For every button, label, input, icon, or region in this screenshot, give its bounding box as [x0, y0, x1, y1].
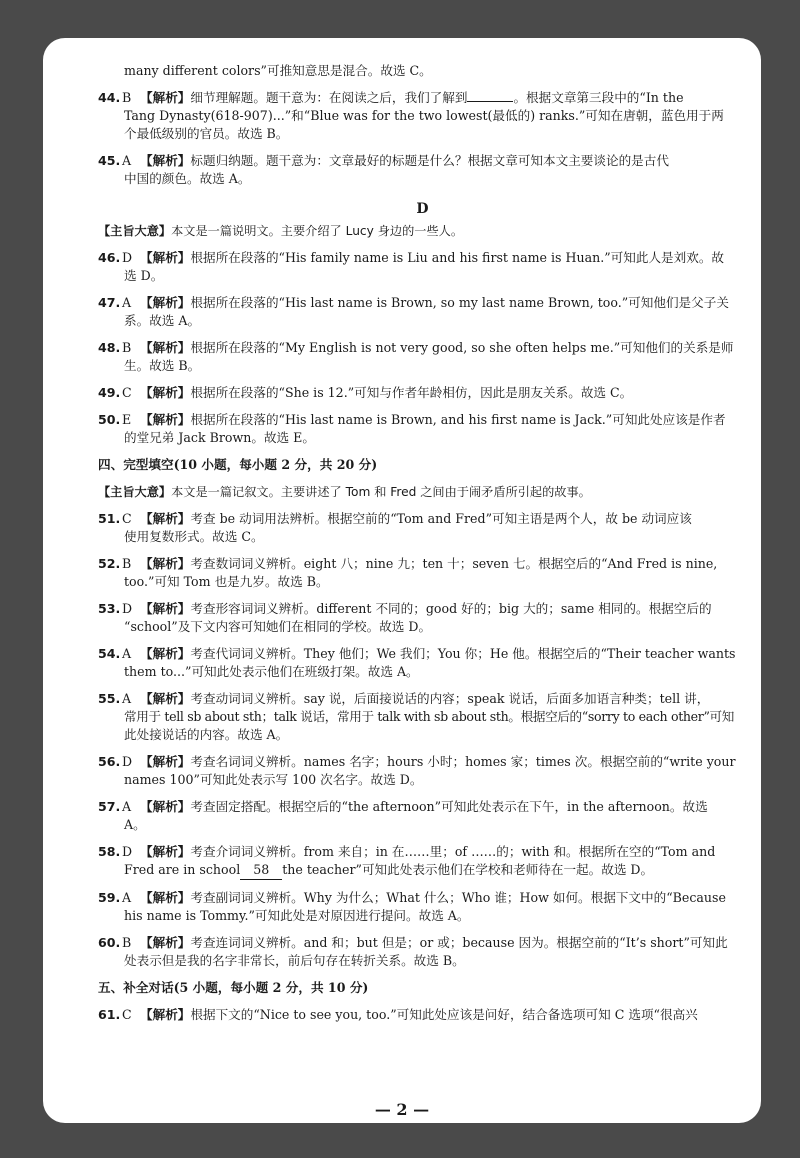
text-line: 系。故选 A。 [124, 313, 201, 328]
underlined-blank-58: 58 [240, 861, 282, 880]
text-line: 中国的颜色。故选 A。 [124, 171, 251, 186]
summary-line: 【主旨大意】本文是一篇记叙文。主要讲述了 Tom 和 Fred 之间由于闹矛盾所引起的故事。 [98, 485, 591, 499]
text-line: A。 [124, 817, 146, 832]
answer-57: 57. A 【解析】考查固定搭配。根据空后的“the afternoon”可知此处表示在下午，in the afternoon。故选 [98, 799, 708, 814]
answer-44: 44. B 【解析】细节理解题。题干意为：在阅读之后，我们了解到 。根据文章第三段中的“In the [98, 90, 684, 105]
section-heading-d: D [416, 201, 429, 217]
text-line: 个最低级别的官员。故选 B。 [124, 126, 289, 141]
text-line: them to...”可知此处表示他们在班级打架。故选 A。 [124, 664, 419, 679]
section-5-title: 五、补全对话(5 小题，每小题 2 分，共 10 分) [98, 980, 369, 995]
text-line: names 100”可知此处表示写 100 次名字。故选 D。 [124, 772, 423, 787]
answer-46: 46. D 【解析】根据所在段落的“His family name is Liu and his first name is Huan.”可知此人是刘欢。故 [98, 250, 725, 265]
answer-56: 56. D 【解析】考查名词词义辨析。names 名字；hours 小时；homes 家；times 次。根据空前的“write your [98, 754, 736, 769]
text-line: 的堂兄弟 Jack Brown。故选 E。 [124, 430, 315, 445]
text-line: many different colors”可推知意思是混合。故选 C。 [124, 63, 432, 78]
answer-58: 58. D 【解析】考查介词词义辨析。from 来自；in 在……里；of ……的；with 和。根据所在空的“Tom and [98, 844, 716, 859]
answer-45: 45. A 【解析】标题归纳题。题干意为：文章最好的标题是什么？根据文章可知本文主要谈论的是古代 [98, 153, 669, 168]
answer-52: 52. B 【解析】考查数词词义辨析。eight 八；nine 九；ten 十；seven 七。根据空后的“And Fred is nine, [98, 556, 718, 571]
text-line: too.”可知 Tom 也是九岁。故选 B。 [124, 574, 329, 589]
text-line: 常用于 tell sb about sth；talk 说话，常用于 talk with sb about sth。根据空后的“sorry to each other”可知 [124, 709, 735, 724]
fill-blank [467, 89, 513, 102]
page-number: — 2 — [374, 1100, 430, 1119]
text-line: 生。故选 B。 [124, 358, 201, 373]
answer-55: 55. A 【解析】考查动词词义辨析。say 说，后面接说话的内容；speak 说话，后面多加语言种类；tell 讲， [98, 691, 710, 706]
answer-53: 53. D 【解析】考查形容词词义辨析。different 不同的；good 好的；big 大的；same 相同的。根据空后的 [98, 601, 712, 616]
text-line: 处表示但是我的名字非常长，前后句存在转折关系。故选 B。 [124, 953, 465, 968]
summary-line: 【主旨大意】本文是一篇说明文。主要介绍了 Lucy 身边的一些人。 [98, 224, 464, 238]
answer-47: 47. A 【解析】根据所在段落的“His last name is Brown, so my last name Brown, too.”可知他们是父子关 [98, 295, 729, 310]
text-line: 此处接说话的内容。故选 A。 [124, 727, 289, 742]
document-page [43, 38, 761, 1123]
text-line: Fred are in school 58 the teacher”可知此处表示他们在学校和老师待在一起。故选 D。 [98, 861, 747, 880]
answer-61: 61. C 【解析】根据下文的“Nice to see you, too.”可知此处应该是问好，结合备选项可知 C 选项“很高兴 [98, 1007, 698, 1022]
answer-60: 60. B 【解析】考查连词词义辨析。and 和；but 但是；or 或；because 因为。根据空前的“It’s short”可知此 [98, 935, 728, 950]
section-4-title: 四、完型填空(10 小题，每小题 2 分，共 20 分) [98, 457, 378, 472]
text-line: Tang Dynasty(618-907)...”和“Blue was for the two lowest(最低的) ranks.”可知在唐朝，蓝色用于两 [124, 108, 724, 123]
answer-51: 51. C 【解析】考查 be 动词用法辨析。根据空前的“Tom and Fred”可知主语是两个人，故 be 动词应该 [98, 511, 692, 526]
text-line: his name is Tommy.”可知此处是对原因进行提问。故选 A。 [124, 908, 470, 923]
text-line: 使用复数形式。故选 C。 [124, 529, 264, 544]
answer-54: 54. A 【解析】考查代词词义辨析。They 他们；We 我们；You 你；He 他。根据空后的“Their teacher wants [98, 646, 736, 661]
answer-59: 59. A 【解析】考查副词词义辨析。Why 为什么；What 什么；Who 谁；How 如何。根据下文中的“Because [98, 890, 726, 905]
answer-50: 50. E 【解析】根据所在段落的“His last name is Brown, and his first name is Jack.”可知此处应该是作者 [98, 412, 726, 427]
answer-48: 48. B 【解析】根据所在段落的“My English is not very good, so she often helps me.”可知他们的关系是师 [98, 340, 734, 355]
text-line: “school”及下文内容可知她们在相同的学校。故选 D。 [124, 619, 432, 634]
answer-49: 49. C 【解析】根据所在段落的“She is 12.”可知与作者年龄相仿，因此是朋友关系。故选 C。 [98, 385, 633, 400]
text-line: 选 D。 [124, 268, 164, 283]
